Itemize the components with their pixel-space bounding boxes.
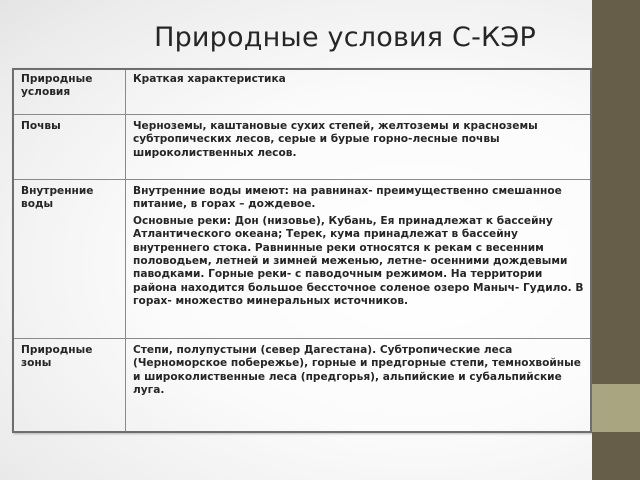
table-header-row	[13, 69, 591, 115]
row-text-inland-waters	[126, 180, 592, 339]
table-row-inland-waters	[13, 180, 591, 339]
header-cell-description: Краткая характеристика	[126, 69, 592, 115]
table-row-natural-zones	[13, 339, 591, 433]
row-text-natural-zones	[126, 339, 592, 433]
decorative-sidebar-band	[592, 384, 640, 432]
row-text-soils	[126, 115, 592, 180]
soils-paragraph: Черноземы, каштановые сухих степей, желтоземы и красноземы субтропических лесов, серые и бурые горно-лесные почвы широколиственных лесов.	[133, 120, 538, 159]
natural-conditions-table	[12, 68, 592, 433]
row-label-inland-waters: Внутренние воды	[13, 180, 126, 339]
slide-title: Природные условия С-КЭР	[154, 22, 536, 53]
header-cell-conditions: Природные условия	[13, 69, 126, 115]
waters-paragraph-rivers: Основные реки: Дон (низовье), Кубань, Ея принадлежат к бассейну Атлантического океана; Терек, кума принадлежат в бассейну внутреннего стока. Равнинные реки относятся к рекам с весенним половодьем, летней и зимней меженью, летне- осенними дождевыми паводками. Горные реки- с паводочным режимом. На территории района находится большое бессточное соленое озеро Маныч- Гудило. В горах- множество минеральных источников.	[133, 214, 584, 308]
row-label-natural-zones: Природные зоны	[13, 339, 126, 433]
table-row-soils	[13, 115, 591, 180]
waters-paragraph-feeding: Внутренние воды имеют: на равнинах- преимущественно смешанное питание, в горах – дождевое.	[133, 185, 562, 211]
row-label-soils: Почвы	[13, 115, 126, 180]
zones-paragraph: Степи, полупустыни (север Дагестана). Субтропические леса (Черноморское побережье), горные и предгорные степи, темнохвойные и широколиственные леса (предгорья), альпийские и субальпийские луга.	[133, 344, 581, 397]
decorative-sidebar	[592, 0, 640, 480]
